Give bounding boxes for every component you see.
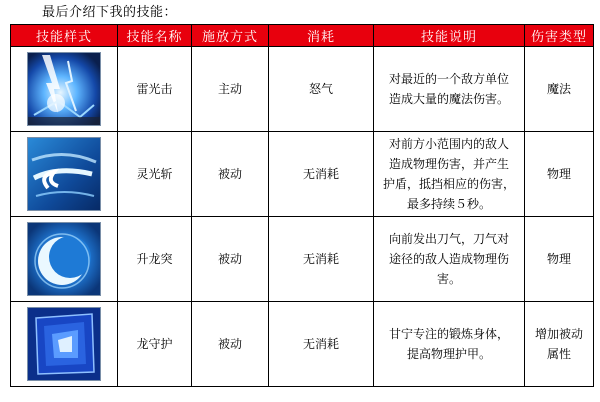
skill-cast-method: 主动 <box>192 47 269 132</box>
skill-description-line: 提高物理护甲。 <box>406 347 491 361</box>
skill-description <box>374 47 525 132</box>
skill-name: 升龙突 <box>118 217 192 302</box>
skill-cast-method: 被动 <box>192 132 269 217</box>
skill-cost: 无消耗 <box>269 302 374 387</box>
header-cost: 消耗 <box>269 25 374 47</box>
table-row <box>11 302 594 387</box>
skill-description <box>374 302 525 387</box>
skill-cost: 无消耗 <box>269 217 374 302</box>
table-row <box>11 132 594 217</box>
page-caption: 最后介绍下我的技能： <box>42 5 178 20</box>
skill-description-line: 造成物理伤害，并产生 <box>388 157 509 171</box>
skill-damage-type <box>525 132 594 217</box>
rising-dragon-crescent-icon <box>27 222 101 296</box>
table-row <box>11 47 594 132</box>
damage-type-line: 物理 <box>546 252 571 266</box>
skill-cast-method: 被动 <box>192 217 269 302</box>
skills-table <box>10 24 594 387</box>
skill-description-line: 甘宁专注的锻炼身体， <box>388 327 509 341</box>
skill-description-line: 护盾，抵挡相应的伤害， <box>382 177 515 191</box>
skill-description-line: 对前方小范围内的敌人 <box>388 137 509 151</box>
skill-name: 雷光击 <box>118 47 192 132</box>
skill-name: 龙守护 <box>118 302 192 387</box>
skill-description-line: 途径的敌人造成物理伤 <box>388 252 509 266</box>
skill-description-line: 害。 <box>436 272 461 286</box>
header-skill-style: 技能样式 <box>11 25 118 47</box>
table-row <box>11 217 594 302</box>
lightning-strike-icon <box>27 52 101 126</box>
damage-type-line: 增加被动 <box>534 327 583 341</box>
header-skill-description: 技能说明 <box>374 25 525 47</box>
damage-type-line: 物理 <box>546 167 571 181</box>
skill-description-line: 向前发出刀气，刀气对 <box>388 232 509 246</box>
skill-description-line: 最多持续５秒。 <box>406 197 491 211</box>
skill-name: 灵光斩 <box>118 132 192 217</box>
dragon-guard-shield-icon <box>27 307 101 381</box>
table-header-row <box>11 25 594 47</box>
skill-cast-method: 被动 <box>192 302 269 387</box>
skill-damage-type <box>525 302 594 387</box>
header-cast-method: 施放方式 <box>192 25 269 47</box>
damage-type-line: 属性 <box>546 347 571 361</box>
skill-description-line: 对最近的一个敌方单位 <box>388 72 509 86</box>
skill-damage-type <box>525 47 594 132</box>
skill-damage-type <box>525 217 594 302</box>
skill-description <box>374 132 525 217</box>
header-skill-name: 技能名称 <box>118 25 192 47</box>
spirit-slash-icon <box>27 137 101 211</box>
damage-type-line: 魔法 <box>546 82 571 96</box>
header-damage-type: 伤害类型 <box>525 25 594 47</box>
skill-cost: 无消耗 <box>269 132 374 217</box>
skill-description <box>374 217 525 302</box>
skill-description-line: 造成大量的魔法伤害。 <box>388 92 509 106</box>
skill-cost: 怒气 <box>269 47 374 132</box>
